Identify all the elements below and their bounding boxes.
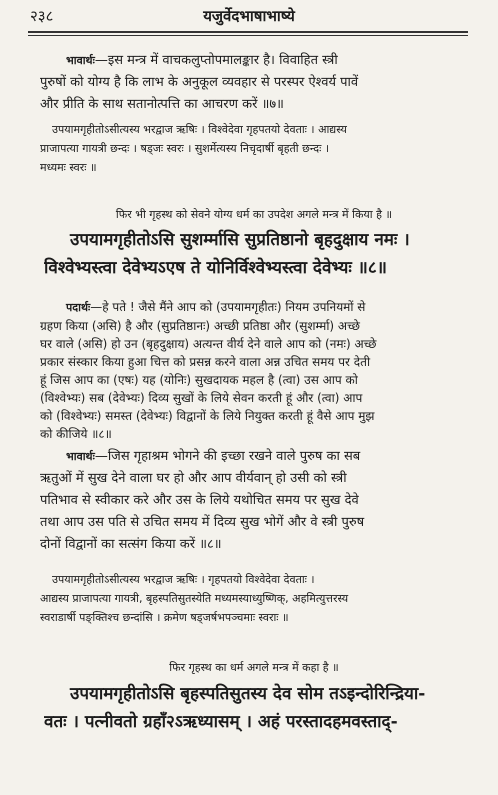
rishi-devata-block-1 [40, 120, 468, 177]
text-line: पुरुषों को योग्य है कि लाभ के अनुकूल व्यवहार से परस्पर ऐश्वर्य पावें [40, 75, 359, 90]
text-line: दोनों विद्वानों का सत्संग किया करें ॥८॥ [40, 537, 222, 552]
text-line: मध्यमः स्वरः ॥ [40, 161, 97, 174]
text-line: को कीजिये ॥८॥ [40, 427, 112, 441]
text-line: घर वाले (असि) हो उन (बृहदुक्षाय) अत्यन्त वीर्य देने वाले आप को (नमः) अच्छे [40, 337, 377, 351]
mantra-line: उपयामगृहीतोऽसि सुशर्म्मासि सुप्रतिष्ठानो बृहदुक्षाय नमः । [70, 230, 410, 250]
mantra-line: विश्वेभ्यस्त्वा देवेभ्यऽएष ते योनिर्विश्वेभ्यस्त्वा देवेभ्यः ॥८॥ [44, 258, 387, 278]
mantra-block-1 [44, 226, 468, 282]
header-rule [28, 31, 468, 33]
page-header [30, 6, 468, 28]
page-number: २३८ [30, 7, 54, 25]
text-line: तथा आप उस पति से उचित समय में दिव्य सुख भोगें और वे स्त्री पुरुष [40, 515, 365, 530]
text-line: हूं जिस आप का (एषः) यह (योनिः) सुखदायक महल है (त्वा) उस आप को [40, 373, 358, 387]
padartha-block [40, 298, 468, 443]
text-line: (विश्वेभ्यः) सब (देवेभ्यः) दिव्य सुखों के लिये सेवन करती हूं और (त्वा) आप [40, 391, 363, 405]
intro-line-2: फिर गृहस्थ का धर्म अगले मन्त्र में कहा है ॥ [169, 661, 339, 674]
intro-line-1: फिर भी गृहस्थ को सेवने योग्य धर्म का उपदेश अगले मन्त्र में किया है ॥ [115, 208, 393, 221]
text-line: ग्रहण किया (असि) है और (सुप्रतिष्ठानः) अच्छी प्रतिष्ठा और (सुशर्म्मा) अच्छे [40, 319, 360, 333]
text-line: उपयामगृहीतोऽसीत्यस्य भरद्वाज ऋषिः । विश्वेदेवा गृहपतयो देवताः । आद्यस्य [52, 123, 347, 136]
page-title: यजुर्वेदभाषाभाष्ये [203, 7, 295, 25]
text-line: को (विश्वेभ्यः) समस्त (देवेभ्यः) विद्वानों के लिये नियुक्त करती हूं वैसे आप मुझ [40, 409, 375, 423]
text-line: प्राजापत्या गायत्री छन्दः । षड्जः स्वरः । सुशर्मेत्यस्य निचृदार्षी बृहती छन्दः । [40, 142, 329, 155]
text-line: उपयामगृहीतोऽसीत्यस्य भरद्वाज ऋषिः । गृहपतयो विश्वेदेवा देवताः । [52, 573, 315, 586]
text-line: स्वराडार्षी पङ्क्तिश्च छन्दांसि । क्रमेण षड्जर्षभपञ्चमाः स्वराः ॥ [40, 611, 289, 624]
padartha-label: पदार्थः [66, 301, 91, 314]
mantra-block-2 [44, 680, 468, 736]
bhavartha-block-2 [40, 446, 468, 556]
text-line: और प्रीति के साथ सतानोत्पत्ति का आचरण करें ॥७॥ [40, 97, 284, 112]
text-line: पतिभाव से स्वीकार करे और उस के लिये यथोचित समय पर सुख देवे [40, 493, 359, 508]
bhavartha-label: भावार्थः [66, 450, 95, 463]
text-line: ऋतुओं में सुख देने वाला घर हो और आप वीर्यवान् हो उसी को स्त्री [40, 471, 347, 486]
bhavartha-label: भावार्थः [66, 54, 95, 67]
mantra-line: उपयामगृहीतोऽसि बृहस्पतिसुतस्य देव सोम तऽइन्दोरिन्द्रिया- [70, 684, 426, 704]
text-line: भावार्थः—इस मन्त्र में वाचकलुप्तोपमालङ्कार है। विवाहित स्त्री [66, 53, 338, 68]
text-line: आद्यस्य प्राजापत्या गायत्री, बृहस्पतिसुतस्येति मध्यमस्याध्युष्णिक्, अहमित्युत्तरस्य [40, 592, 349, 605]
text-line: प्रकार संस्कार किया हुआ चित्त को प्रसन्न करने वाला अन्न उचित समय पर देती [40, 355, 371, 369]
bhavartha-block-1 [40, 50, 468, 116]
text-line: पदार्थः—हे पते ! जैसे मैंने आप को (उपयामगृहीतः) नियम उपनियमों से [66, 300, 366, 314]
mantra-line: वतः । पत्नीवतो ग्रहाँ२ऽऋध्यासम् । अहं परस्तादहमवस्ताद्- [44, 712, 398, 732]
header-rule-thin [28, 35, 468, 36]
text-line: भावार्थः—जिस गृहाश्रम भोगने की इच्छा रखने वाले पुरुष का सब [66, 449, 361, 464]
rishi-devata-block-2 [40, 570, 468, 627]
